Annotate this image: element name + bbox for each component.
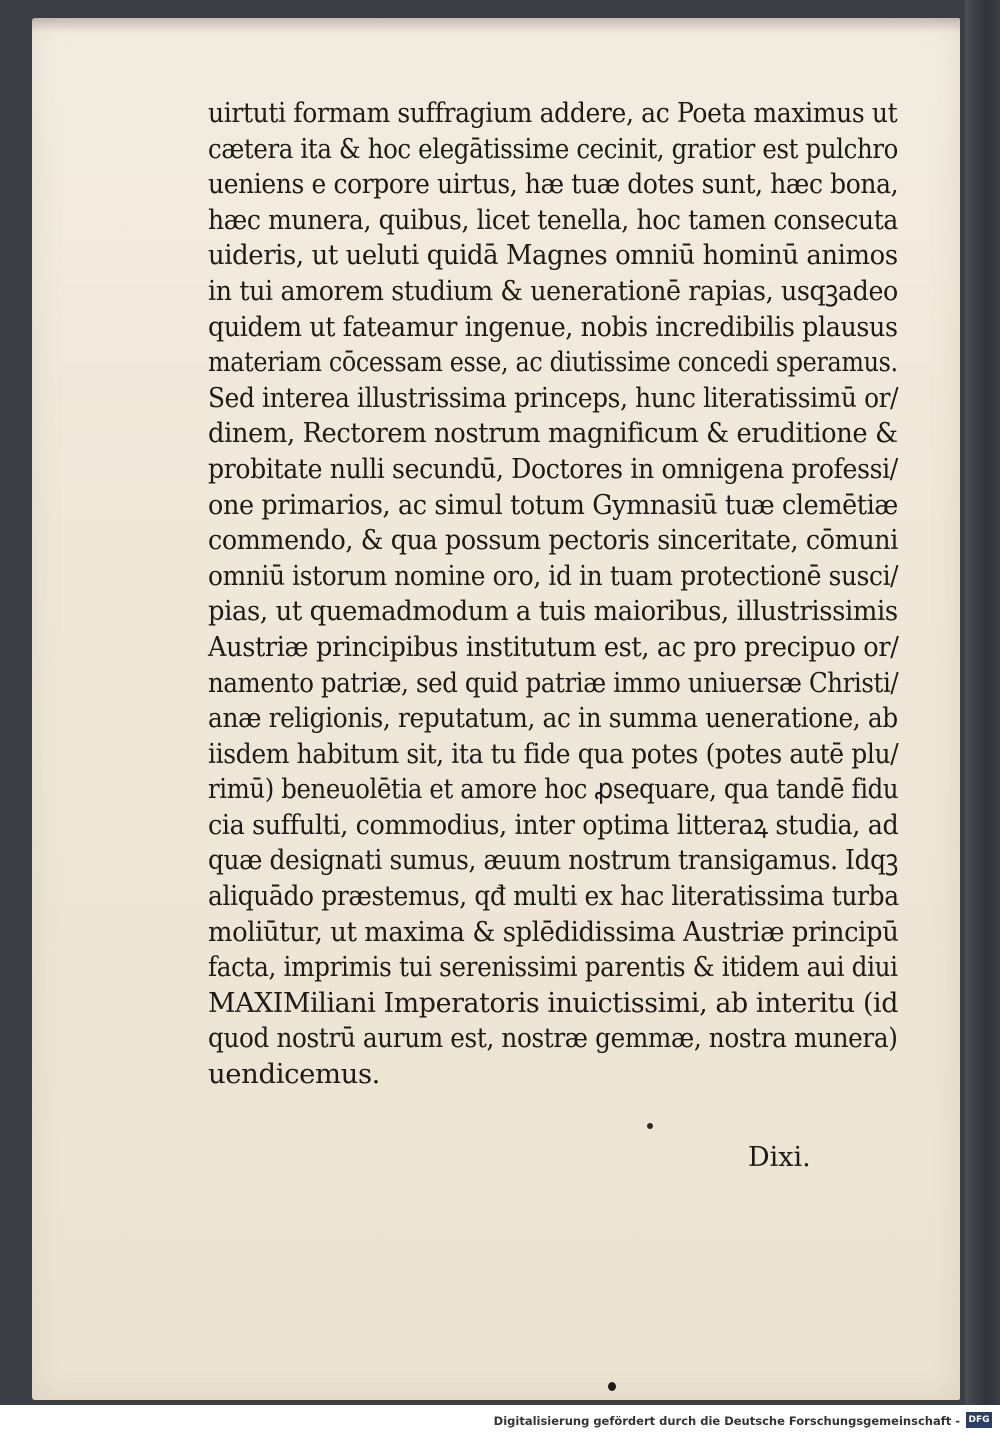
- text-line: uirtuti formam suffragium addere, ac Poeta maximus ut: [208, 97, 898, 129]
- ink-dot-mark: [647, 1123, 653, 1129]
- binding-board: [965, 0, 1000, 1405]
- text-line: namento patriæ, sed quid patriæ immo uniuersæ Christi/: [208, 666, 899, 699]
- digitization-footer: [0, 1405, 1000, 1437]
- text-line: cætera ita & hoc elegātissime cecinit, gratior est pulchro: [208, 132, 899, 165]
- funding-credit: Digitalisierung gefördert durch die Deutsche Forschungsgemeinschaft -: [493, 1414, 960, 1428]
- text-line: omniū istorum nomine oro, id in tuam protectionē susci/: [208, 559, 899, 592]
- text-line: Austriæ principibus institutum est, ac pro precipuo or/: [208, 630, 899, 663]
- page-edge-shadow: [32, 18, 960, 32]
- text-line: quæ designati sumus, æuum nostrum transigamus. Idqꝫ: [208, 844, 898, 877]
- binding-hole: [608, 1382, 616, 1391]
- text-line: pias, ut quemadmodum a tuis maioribus, illustrissimis: [208, 595, 898, 628]
- text-line: materiam cōcessam esse, ac diutissime concedi speramus.: [208, 346, 898, 379]
- text-line: MAXIMiliani Imperatoris inuictissimi, ab interitu (id: [208, 986, 899, 1019]
- text-line: quidem ut fateamur ingenue, nobis incredibilis plausus: [208, 310, 898, 343]
- text-line: commendo, & qua possum pectoris sinceritate, cōmuni: [208, 524, 898, 557]
- latin-text-block: [208, 96, 898, 1093]
- text-line: cia suffulti, commodius, inter optima litteraꝝ studia, ad: [208, 808, 899, 841]
- text-line: dinem, Rectorem nostrum magnificum & eruditione &: [208, 417, 898, 450]
- text-line: ueniens e corpore uirtus, hæ tuæ dotes sunt, hæc bona,: [208, 168, 899, 201]
- text-line: one primarios, ac simul totum Gymnasiū tuæ clemētiæ: [208, 488, 898, 521]
- text-line: uideris, ut ueluti quidā Magnes omniū hominū animos: [208, 239, 898, 272]
- text-line: quod nostrū aurum est, nostræ gemmæ, nostra munera): [208, 1022, 898, 1055]
- dfg-logo-icon: DFG: [966, 1412, 992, 1428]
- text-line: in tui amorem studium & uenerationē rapias, usqꝫadeo: [208, 274, 898, 307]
- text-line: aliquādo præstemus, qđ multi ex hac literatissima turba: [208, 880, 899, 913]
- text-line: iisdem habitum sit, ita tu fide qua potes (potes autē plu/: [208, 737, 899, 770]
- text-line: Sed interea illustrissima princeps, hunc literatissimū or/: [208, 381, 899, 414]
- text-line: anæ religionis, reputatum, ac in summa ueneratione, ab: [208, 702, 898, 735]
- text-line: probitate nulli secundū, Doctores in omnigena professi/: [208, 452, 898, 485]
- closing-word: Dixi.: [748, 1142, 811, 1173]
- text-line: facta, imprimis tui serenissimi parentis & itidem aui diui: [208, 951, 898, 984]
- text-line: rimū) beneuolētia et amore hoc ꝓsequare, qua tandē fidu: [208, 773, 899, 806]
- text-line: hæc munera, quibus, licet tenella, hoc tamen consecuta: [208, 203, 898, 236]
- text-line: moliūtur, ut maxima & splēdidissima Austriæ principū: [208, 915, 899, 948]
- text-line: uendicemus.: [208, 1058, 381, 1091]
